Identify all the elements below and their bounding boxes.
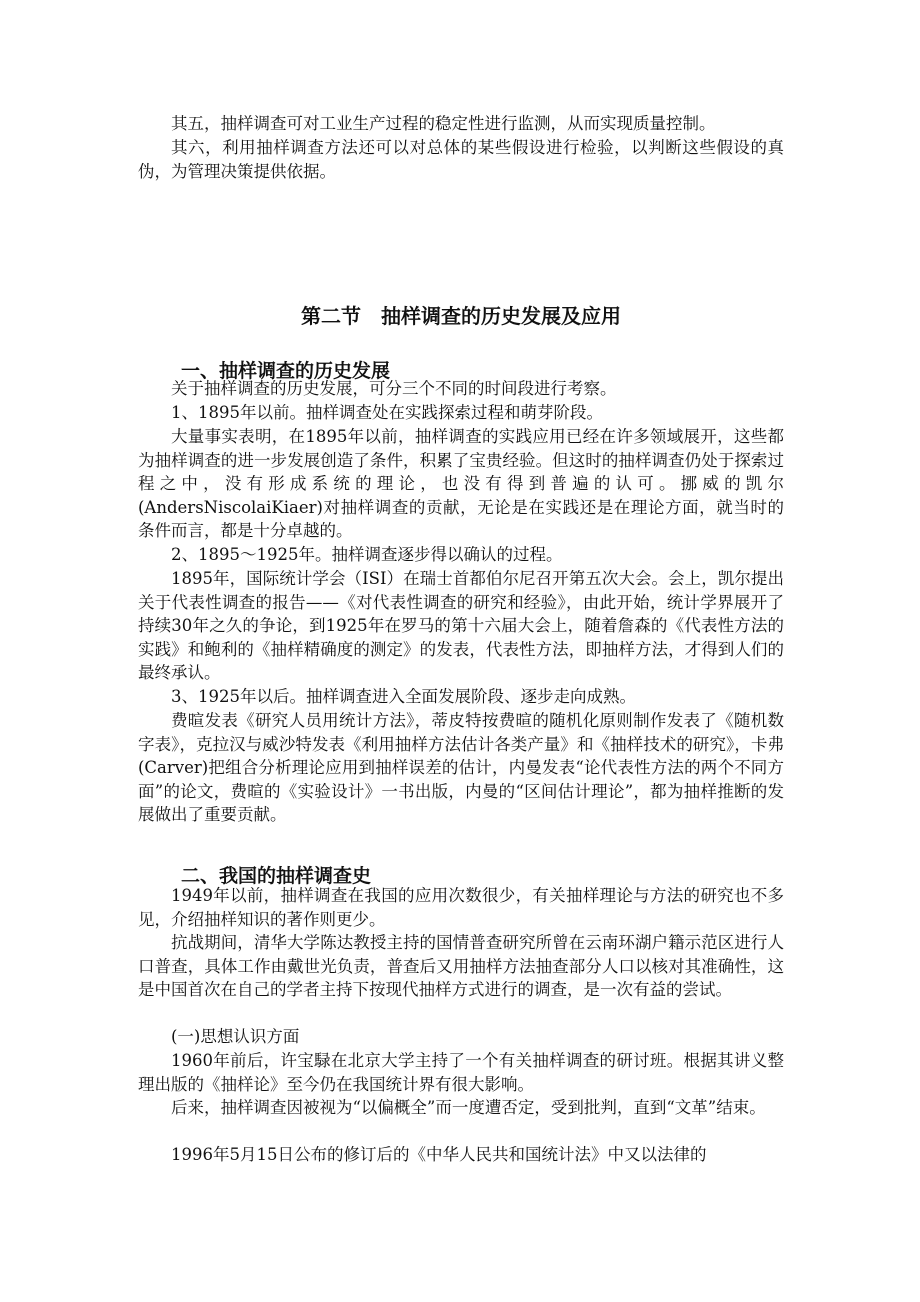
paragraph-history-intro: 关于抽样调查的历史发展，可分三个不同的时间段进行考察。: [171, 379, 617, 398]
paragraph-period-3-body: 费暄发表《研究人员用统计方法》，蒂皮特按费暄的随机化原则制作发表了《随机数字表》，克拉汉与威沙特发表《利用抽样方法估计各类产量》和《抽样技术的研究》，卡弗(Carver)把组合分析理论应用到抽样误差的估计，内曼发表“论代表性方法的两个不同方面”的论文，费暄的《实验设计》一书出版，内曼的“区间估计理论”，都为抽样推断的发展做出了重要贡献。: [138, 711, 784, 824]
paragraph-1996: 1996年5月15日公布的修订后的《中华人民共和国统计法》中又以法律的: [171, 1145, 707, 1164]
paragraph-period-2-title: 2、1895～1925年。抽样调查逐步得以确认的过程。: [171, 545, 563, 564]
paragraph-period-1-body: 大量事实表明，在1895年以前，抽样调查的实践应用已经在许多领域展开，这些都为抽样调查的进一步发展创造了条件，积累了宝贵经验。但这时的抽样调查仍处于探索过程之中，没有形成系统的理论，也没有得到普遍的认可。挪威的凯尔(AndersNiscolaiKiaer)对抽样调查的贡献，无论是在实践还是在理论方面，就当时的条件而言，都是十分卓越的。: [138, 427, 784, 540]
paragraph-period-3-title: 3、1925年以后。抽样调查进入全面发展阶段、逐步走向成熟。: [171, 687, 636, 706]
paragraph-sixth-point: 其六，利用抽样调查方法还可以对总体的某些假设进行检验，以判断这些假设的真伪，为管理决策提供依据。: [138, 138, 784, 181]
paragraph-thinking-aspect: (一)思想认识方面: [171, 1027, 300, 1046]
subsection-heading-china: 二、我国的抽样调查史: [181, 864, 372, 887]
paragraph-period-2-body: 1895年，国际统计学会（ISI）在瑞士首都伯尔尼召开第五次大会。会上，凯尔提出关于代表性调查的报告——《对代表性调查的研究和经验》，由此开始，统计学界展开了持续30年之久的争论，到1925年在罗马的第十六届大会上，随着詹森的《代表性方法的实践》和鲍利的《抽样精确度的测定》的发表，代表性方法，即抽样方法，才得到人们的最终承认。: [138, 569, 784, 682]
section-title: 第二节 抽样调查的历史发展及应用: [301, 304, 621, 329]
paragraph-period-1-title: 1、1895年以前。抽样调查处在实践探索过程和萌芽阶段。: [171, 403, 603, 422]
paragraph-fifth-point: 其五，抽样调查可对工业生产过程的稳定性进行监测，从而实现质量控制。: [171, 114, 716, 133]
paragraph-1960: 1960年前后，许宝騄在北京大学主持了一个有关抽样调查的研讨班。根据其讲义整理出版的《抽样论》至今仍在我国统计界有很大影响。: [138, 1051, 784, 1094]
paragraph-later: 后来，抽样调查因被视为“以偏概全”而一度遭否定，受到批判，直到“文革”结束。: [171, 1098, 766, 1117]
paragraph-wartime: 抗战期间，清华大学陈达教授主持的国情普查研究所曾在云南环湖户籍示范区进行人口普查，具体工作由戴世光负责，普查后又用抽样方法抽查部分人口以核对其准确性，这是中国首次在自己的学者主持下按现代抽样方式进行的调查，是一次有益的尝试。: [138, 933, 784, 999]
subsection-heading-history: 一、抽样调查的历史发展: [181, 359, 391, 382]
paragraph-before-1949: 1949年以前，抽样调查在我国的应用次数很少，有关抽样理论与方法的研究也不多见，介绍抽样知识的著作则更少。: [138, 886, 784, 929]
